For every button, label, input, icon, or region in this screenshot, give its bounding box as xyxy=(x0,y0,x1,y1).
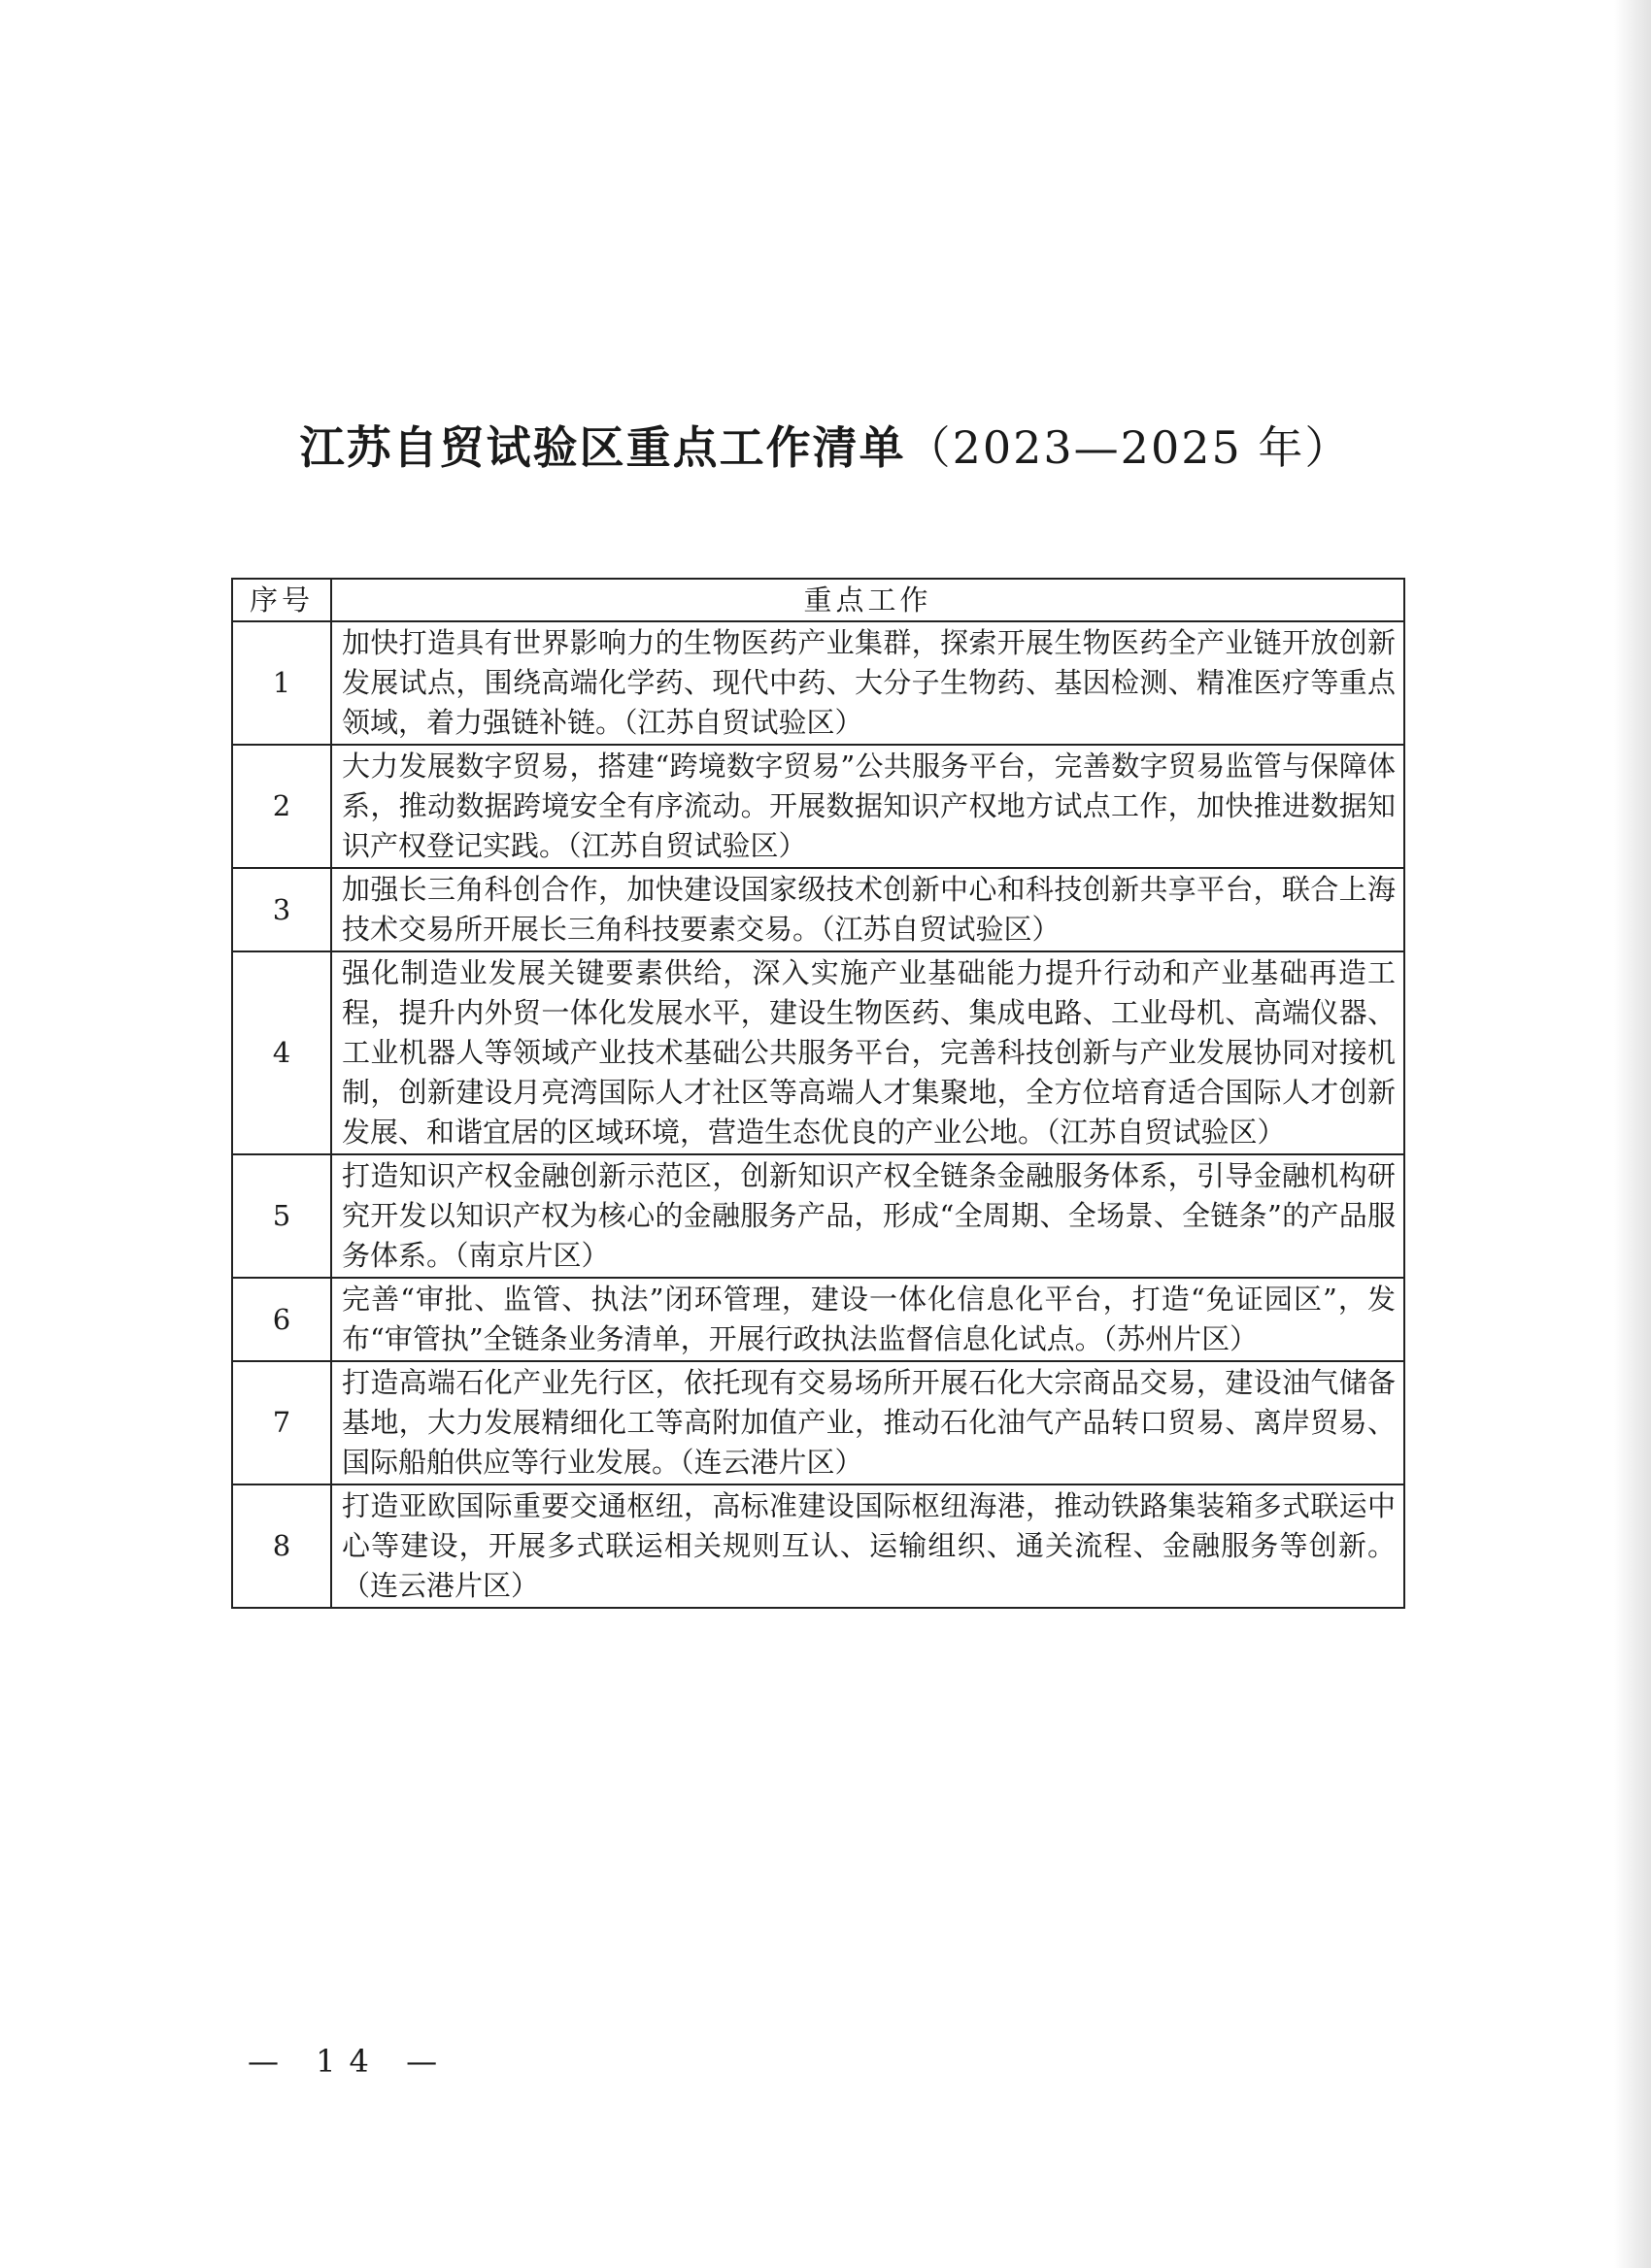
table-row xyxy=(232,868,1404,951)
scan-edge-shadow xyxy=(1614,0,1651,2268)
document-title xyxy=(0,413,1651,477)
row-work-text: 打造知识产权金融创新示范区，创新知识产权全链条金融服务体系，引导金融机构研究开发以知识产权为核心的金融服务产品，形成“全周期、全场景、全链条”的产品服务体系。（南京片区） xyxy=(331,1154,1404,1278)
row-number: 1 xyxy=(232,621,331,745)
table-row xyxy=(232,621,1404,745)
row-number: 4 xyxy=(232,951,331,1154)
row-number: 5 xyxy=(232,1154,331,1278)
row-work-text: 完善“审批、监管、执法”闭环管理，建设一体化信息化平台，打造“免证园区”，发布“审管执”全链条业务清单，开展行政执法监督信息化试点。（苏州片区） xyxy=(331,1278,1404,1361)
row-work-text: 大力发展数字贸易，搭建“跨境数字贸易”公共服务平台，完善数字贸易监管与保障体系，推动数据跨境安全有序流动。开展数据知识产权地方试点工作，加快推进数据知识产权登记实践。（江苏自贸试验区） xyxy=(331,745,1404,868)
title-main: 江苏自贸试验区重点工作清单 xyxy=(299,421,906,474)
header-work: 重点工作 xyxy=(331,579,1404,621)
table-row xyxy=(232,1484,1404,1608)
table-row xyxy=(232,745,1404,868)
title-year: （2023—2025 年） xyxy=(905,421,1352,474)
row-number: 6 xyxy=(232,1278,331,1361)
page-number: — 14 — xyxy=(248,2043,452,2080)
work-list-table xyxy=(231,578,1405,1609)
row-work-text: 打造亚欧国际重要交通枢纽，高标准建设国际枢纽海港，推动铁路集装箱多式联运中心等建设，开展多式联运相关规则互认、运输组织、通关流程、金融服务等创新。（连云港片区） xyxy=(331,1484,1404,1608)
table-row xyxy=(232,1278,1404,1361)
table-header-row xyxy=(232,579,1404,621)
header-no: 序号 xyxy=(232,579,331,621)
table-row xyxy=(232,951,1404,1154)
row-work-text: 加强长三角科创合作，加快建设国家级技术创新中心和科技创新共享平台，联合上海技术交易所开展长三角科技要素交易。（江苏自贸试验区） xyxy=(331,868,1404,951)
row-work-text: 强化制造业发展关键要素供给，深入实施产业基础能力提升行动和产业基础再造工程，提升内外贸一体化发展水平，建设生物医药、集成电路、工业母机、高端仪器、工业机器人等领域产业技术基础公共服务平台，完善科技创新与产业发展协同对接机制，创新建设月亮湾国际人才社区等高端人才集聚地，全方位培育适合国际人才创新发展、和谐宜居的区域环境，营造生态优良的产业公地。（江苏自贸试验区） xyxy=(331,951,1404,1154)
row-number: 3 xyxy=(232,868,331,951)
row-work-text: 加快打造具有世界影响力的生物医药产业集群，探索开展生物医药全产业链开放创新发展试点，围绕高端化学药、现代中药、大分子生物药、基因检测、精准医疗等重点领域，着力强链补链。（江苏自贸试验区） xyxy=(331,621,1404,745)
table-row xyxy=(232,1361,1404,1484)
row-work-text: 打造高端石化产业先行区，依托现有交易场所开展石化大宗商品交易，建设油气储备基地，大力发展精细化工等高附加值产业，推动石化油气产品转口贸易、离岸贸易、国际船舶供应等行业发展。（连云港片区） xyxy=(331,1361,1404,1484)
row-number: 8 xyxy=(232,1484,331,1608)
table-row xyxy=(232,1154,1404,1278)
row-number: 2 xyxy=(232,745,331,868)
row-number: 7 xyxy=(232,1361,331,1484)
